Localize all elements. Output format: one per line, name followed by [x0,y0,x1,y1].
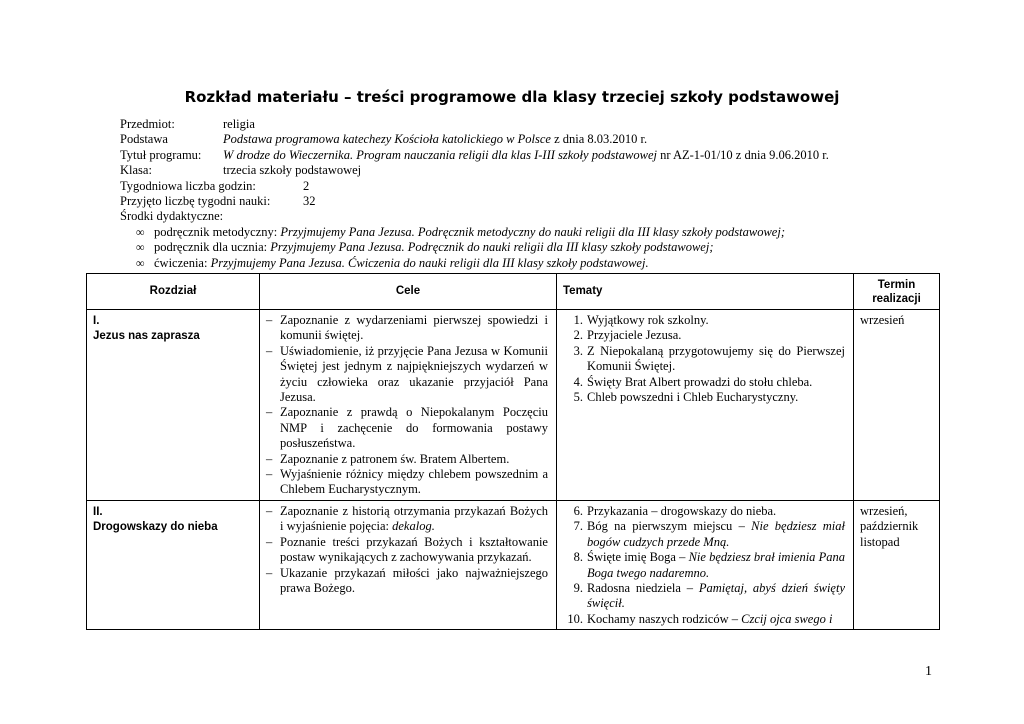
srodek-title: Przyjmujemy Pana Jezusa. Podręcznik metodyczny do nauki religii dla III klasy szkoły podstawowej; [280,224,785,239]
temat-text: Chleb powszedni i Chleb Eucharystyczny. [587,390,799,405]
list-item: – Uświadomienie, iż przyjęcie Pana Jezusa w Komunii Świętej jest jednym z najpiękniejszych wydarzeń w życiu człowieka oraz ukazanie przyjaciół Pana Jezusa. [266,343,548,405]
meta-value: 2 [303,178,310,193]
meta-value: 32 [303,194,316,209]
rozdzial-name: Jezus nas zaprasza [93,330,200,343]
rozdzial-numeral: I. [93,315,100,327]
meta-value-italic: Podstawa programowa katechezy Kościoła katolickiego w Polsce [223,132,551,147]
meta-value-italic: W drodze do Wieczernika. Program nauczania religii dla klas I-III szkoły podstawowej [223,147,657,162]
header-termin: Termin realizacji [854,274,940,310]
meta-value-tail: nr AZ-1-01/10 z dnia 9.06.2010 r. [656,147,829,162]
list-item: 1. Wyjątkowy rok szkolny. [565,313,845,328]
list-item: 7. Bóg na pierwszym miejscu – Nie będziesz miał bogów cudzych przede Mną. [573,519,845,549]
meta-przedmiot [120,117,920,132]
cel-text: Wyjaśnienie różnicy między chlebem powszednim a Chlebem Eucharystycznym. [280,467,548,497]
srodek-prefix: podręcznik metodyczny: [154,224,281,239]
rozdzial-name: Drogowskazy do nieba [93,521,218,534]
tematy-cell [557,310,854,501]
rozdzial-cell [87,310,260,501]
list-item: – Ukazanie przykazań miłości jako najważniejszego prawa Bożego. [266,565,548,595]
cel-text: Zapoznanie z prawdą o Niepokalanym Poczęciu NMP i zachęcenie do formowania postawy posłuszeństwa. [280,405,548,451]
infinity-bullet-icon: ∞ [136,224,145,239]
table-header-row [87,274,940,310]
document-title: Rozkład materiału – treści programowe dla klasy trzeciej szkoły podstawowej [184,88,840,106]
meta-label: Tytuł programu: [120,147,202,162]
list-item: – Poznanie treści przykazań Bożych i kształtowanie postaw wynikających z zachowywania przykazań. [266,534,548,565]
temat-text: Kochamy naszych rodziców – Czcij ojca swego i [587,611,833,626]
cel-text: Zapoznanie z patronem św. Bratem Albertem. [280,451,510,466]
tematy-cell [557,500,854,629]
srodek-title: Przyjmujemy Pana Jezusa. Podręcznik do nauki religii dla III klasy szkoły podstawowej; [270,240,714,255]
srodek-prefix: podręcznik dla ucznia: [154,240,271,255]
meta-label: Przyjęto liczbę tygodni nauki: [120,194,271,209]
list-item: 2. Przyjaciele Jezusa. [565,328,845,343]
meta-value: religia [223,117,255,131]
page-number: 1 [925,664,932,679]
srodek-prefix: ćwiczenia: [154,255,211,270]
list-item: 3. Z Niepokalaną przygotowujemy się do Pierwszej Komunii Świętej. [573,343,845,374]
cel-text: Zapoznanie z historią otrzymania przykazań Bożych i wyjaśnienie pojęcia: dekalog. [280,503,548,534]
cel-text: Uświadomienie, iż przyjęcie Pana Jezusa w Komunii Świętej jest jednym z najpiękniejszych wydarzeń w życiu człowieka oraz ukazanie przyjaciół Pana Jezusa. [280,343,548,405]
temat-text: Święte imię Boga – Nie będziesz brał imienia Pana Boga twego nadaremno. [587,550,845,580]
list-item: – Wyjaśnienie różnicy między chlebem powszednim a Chlebem Eucharystycznym. [266,467,548,497]
table-row [87,500,940,629]
program-metadata [120,117,920,271]
cel-text: Ukazanie przykazań miłości jako najważniejszego prawa Bożego. [280,565,548,595]
list-item: – Zapoznanie z prawdą o Niepokalanym Poczęciu NMP i zachęcenie do formowania postawy posłuszeństwa. [266,405,548,451]
meta-value: trzecia szkoły podstawowej [223,163,362,178]
temat-text: Święty Brat Albert prowadzi do stołu chleba. [587,374,813,389]
temat-text: Wyjątkowy rok szkolny. [587,313,709,327]
list-item [136,256,920,271]
meta-tygodni [120,194,920,209]
meta-klasa [120,163,920,178]
cele-cell [260,310,557,501]
meta-label: Tygodniowa liczba godzin: [120,178,256,193]
header-cele: Cele [260,274,557,310]
cel-text: Poznanie treści przykazań Bożych i kształtowanie postaw wynikających z zachowywania przykazań. [280,534,548,565]
meta-label: Podstawa [120,132,168,147]
meta-podstawa [120,132,920,147]
list-item: 10. Kochamy naszych rodziców – Czcij ojca swego i [565,612,845,627]
curriculum-table [86,273,940,630]
meta-label: Przedmiot: [120,117,175,131]
list-item: 8. Święte imię Boga – Nie będziesz brał imienia Pana Boga twego nadaremno. [573,550,845,580]
srodek-title: Przyjmujemy Pana Jezusa. Ćwiczenia do nauki religii dla III klasy szkoły podstawowej. [210,255,649,270]
rozdzial-numeral: II. [93,505,103,518]
header-rozdzial: Rozdział [87,274,260,310]
list-item: – Zapoznanie z wydarzeniami pierwszej spowiedzi i komunii świętej. [266,313,548,343]
cele-cell [260,500,557,629]
temat-text: Przyjaciele Jezusa. [587,328,682,343]
list-item: 9. Radosna niedziela – Pamiętaj, abyś dzień święty święcił. [573,580,845,611]
meta-value-tail: z dnia 8.03.2010 r. [550,132,648,147]
list-item [136,240,920,255]
srodki-list [136,225,920,271]
meta-tytul [120,148,920,163]
meta-label: Środki dydaktyczne: [120,209,224,224]
header-tematy: Tematy [557,274,854,310]
list-item: 5. Chleb powszedni i Chleb Eucharystyczny. [565,390,845,405]
list-item: – Zapoznanie z historią otrzymania przykazań Bożych i wyjaśnienie pojęcia: dekalog. [266,503,548,534]
temat-text: Radosna niedziela – Pamiętaj, abyś dzień święty święcił. [587,580,845,611]
list-item: – Zapoznanie z patronem św. Bratem Albertem. [266,452,548,467]
cel-text: Zapoznanie z wydarzeniami pierwszej spowiedzi i komunii świętej. [280,313,548,343]
infinity-bullet-icon: ∞ [136,240,145,255]
meta-label: Klasa: [120,163,152,178]
temat-text: Przykazania – drogowskazy do nieba. [587,503,777,518]
meta-srodki [120,209,920,224]
list-item: 6. Przykazania – drogowskazy do nieba. [565,504,845,519]
table-row [87,310,940,501]
temat-text: Bóg na pierwszym miejscu – Nie będziesz miał bogów cudzych przede Mną. [587,519,845,549]
infinity-bullet-icon: ∞ [136,255,145,270]
list-item: 4. Święty Brat Albert prowadzi do stołu chleba. [565,375,845,390]
temat-text: Z Niepokalaną przygotowujemy się do Pierwszej Komunii Świętej. [587,343,845,374]
termin-cell: wrzesień, październik listopad [854,500,940,629]
list-item [136,225,920,240]
rozdzial-cell [87,500,260,629]
meta-godzin [120,179,920,194]
termin-cell: wrzesień [854,310,940,501]
